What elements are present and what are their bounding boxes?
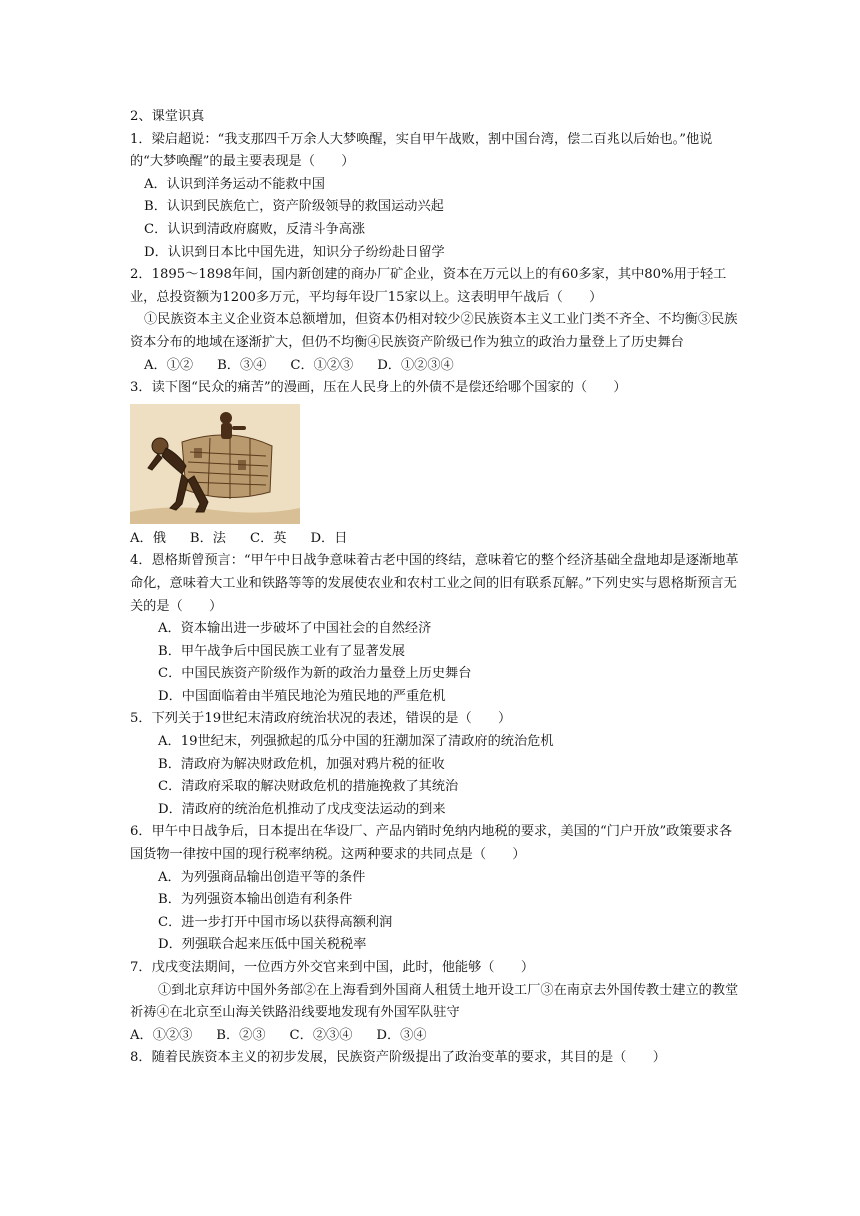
cartoon-image xyxy=(130,404,300,524)
question-6-option-c: C．进一步打开中国市场以获得高额利润 xyxy=(158,914,393,930)
question-5-option-d: D．清政府的统治危机推动了戊戌变法运动的到来 xyxy=(158,801,446,817)
question-6-option-b: B．为列强资本输出创造有利条件 xyxy=(158,892,353,908)
question-7-option-a: A．①②③ xyxy=(130,1027,193,1043)
question-4-stem: 4．恩格斯曾预言：“甲午中日战争意味着古老中国的终结，意味着它的整个经济基础全盘地却是逐渐地革命化，意味着大工业和铁路等等的发展使农业和农村工业之间的旧有联系瓦解。”下列史实与恩格斯预言无关的是（ ） xyxy=(130,553,739,614)
question-3-options xyxy=(130,528,742,551)
question-5-option-c: C．清政府采取的解决财政危机的措施挽救了其统治 xyxy=(158,779,459,795)
question-4-option-a: A．资本输出进一步破坏了中国社会的自然经济 xyxy=(158,621,432,637)
question-3-option-c: C．英 xyxy=(249,530,287,546)
document-body xyxy=(130,106,742,1070)
question-1-option-d: D．认识到日本比中国先进，知识分子纷纷赴日留学 xyxy=(144,244,445,260)
question-3-option-d: D．日 xyxy=(310,530,348,546)
question-2-statements: ①民族资本主义企业资本总额增加，但资本仍相对较少②民族资本主义工业门类不齐全、不均衡③民族资本分布的地域在逐渐扩大，但仍不均衡④民族资产阶级已作为独立的政治力量登上了历史舞台 xyxy=(130,312,738,350)
question-4-option-c: C．中国民族资产阶级作为新的政治力量登上历史舞台 xyxy=(158,666,472,682)
question-6-option-a: A．为列强商品输出创造平等的条件 xyxy=(158,869,366,885)
question-5-stem: 5．下列关于19世纪末清政府统治状况的表述，错误的是（ ） xyxy=(130,711,512,727)
question-1-stem: 1．梁启超说：“我支那四千万余人大梦唤醒，实自甲午战败，割中国台湾，偿二百兆以后始也。”他说的“大梦唤醒”的最主要表现是（ ） xyxy=(130,131,713,170)
question-1-option-b: B．认识到民族危亡，资产阶级领导的救国运动兴起 xyxy=(144,199,444,215)
question-6-option-d: D．列强联合起来压低中国关税税率 xyxy=(158,937,367,953)
question-4-option-d: D．中国面临着由半殖民地沦为殖民地的严重危机 xyxy=(158,688,446,704)
question-5-option-b: B．清政府为解决财政危机，加强对鸦片税的征收 xyxy=(158,756,445,772)
section-title: 2、课堂识真 xyxy=(130,109,205,124)
question-7-stem: 7．戊戌变法期间，一位西方外交官来到中国，此时，他能够（ ） xyxy=(130,960,535,975)
question-4-option-b: B．甲午战争后中国民族工业有了显著发展 xyxy=(158,643,406,659)
question-2-option-c: C．①②③ xyxy=(290,357,354,373)
question-5-option-a: A．19世纪末，列强掀起的瓜分中国的狂潮加深了清政府的统治危机 xyxy=(158,734,554,750)
question-6-stem: 6．甲午中日战争后，日本提出在华设厂、产品内销时免纳内地税的要求，美国的“门户开放”政策要求各国货物一律按中国的现行税率纳税。这两种要求的共同点是（ ） xyxy=(130,824,733,863)
question-3-option-b: B．法 xyxy=(189,530,226,546)
question-8-stem: 8．随着民族资本主义的初步发展，民族资产阶级提出了政治变革的要求，其目的是（ ） xyxy=(130,1050,666,1066)
question-7-option-d: D．③④ xyxy=(376,1027,427,1043)
question-2-option-b: B．③④ xyxy=(217,357,267,373)
question-2-options xyxy=(130,355,742,378)
question-2-stem: 2．1895～1898年间，国内新创建的商办厂矿企业，资本在万元以上的有60多家，其中80%用于轻工业，总投资额为1200多万元，平均每年设厂15家以上。这表明甲午战后（ ） xyxy=(130,267,727,305)
question-3-option-a: A．俄 xyxy=(130,530,166,546)
question-7-statements: ①到北京拜访中国外务部②在上海看到外国商人租赁土地开设工厂③在南京去外国传教士建立的教堂祈祷④在北京至山海关铁路沿线要地发现有外国军队驻守 xyxy=(130,982,739,1021)
question-2-option-d: D．①②③④ xyxy=(377,357,454,373)
question-1-option-c: C．认识到清政府腐败，反清斗争高涨 xyxy=(144,221,366,237)
question-2-option-a: A．①② xyxy=(144,357,194,373)
question-7-option-b: B．②③ xyxy=(216,1027,266,1043)
question-7-option-c: C．②③④ xyxy=(289,1027,353,1043)
question-3-stem: 3．读下图“民众的痛苦”的漫画，压在人民身上的外债不是偿还给哪个国家的（ ） xyxy=(130,380,627,396)
question-1-option-a: A．认识到洋务运动不能救中国 xyxy=(144,176,325,192)
question-7-options xyxy=(130,1025,742,1048)
